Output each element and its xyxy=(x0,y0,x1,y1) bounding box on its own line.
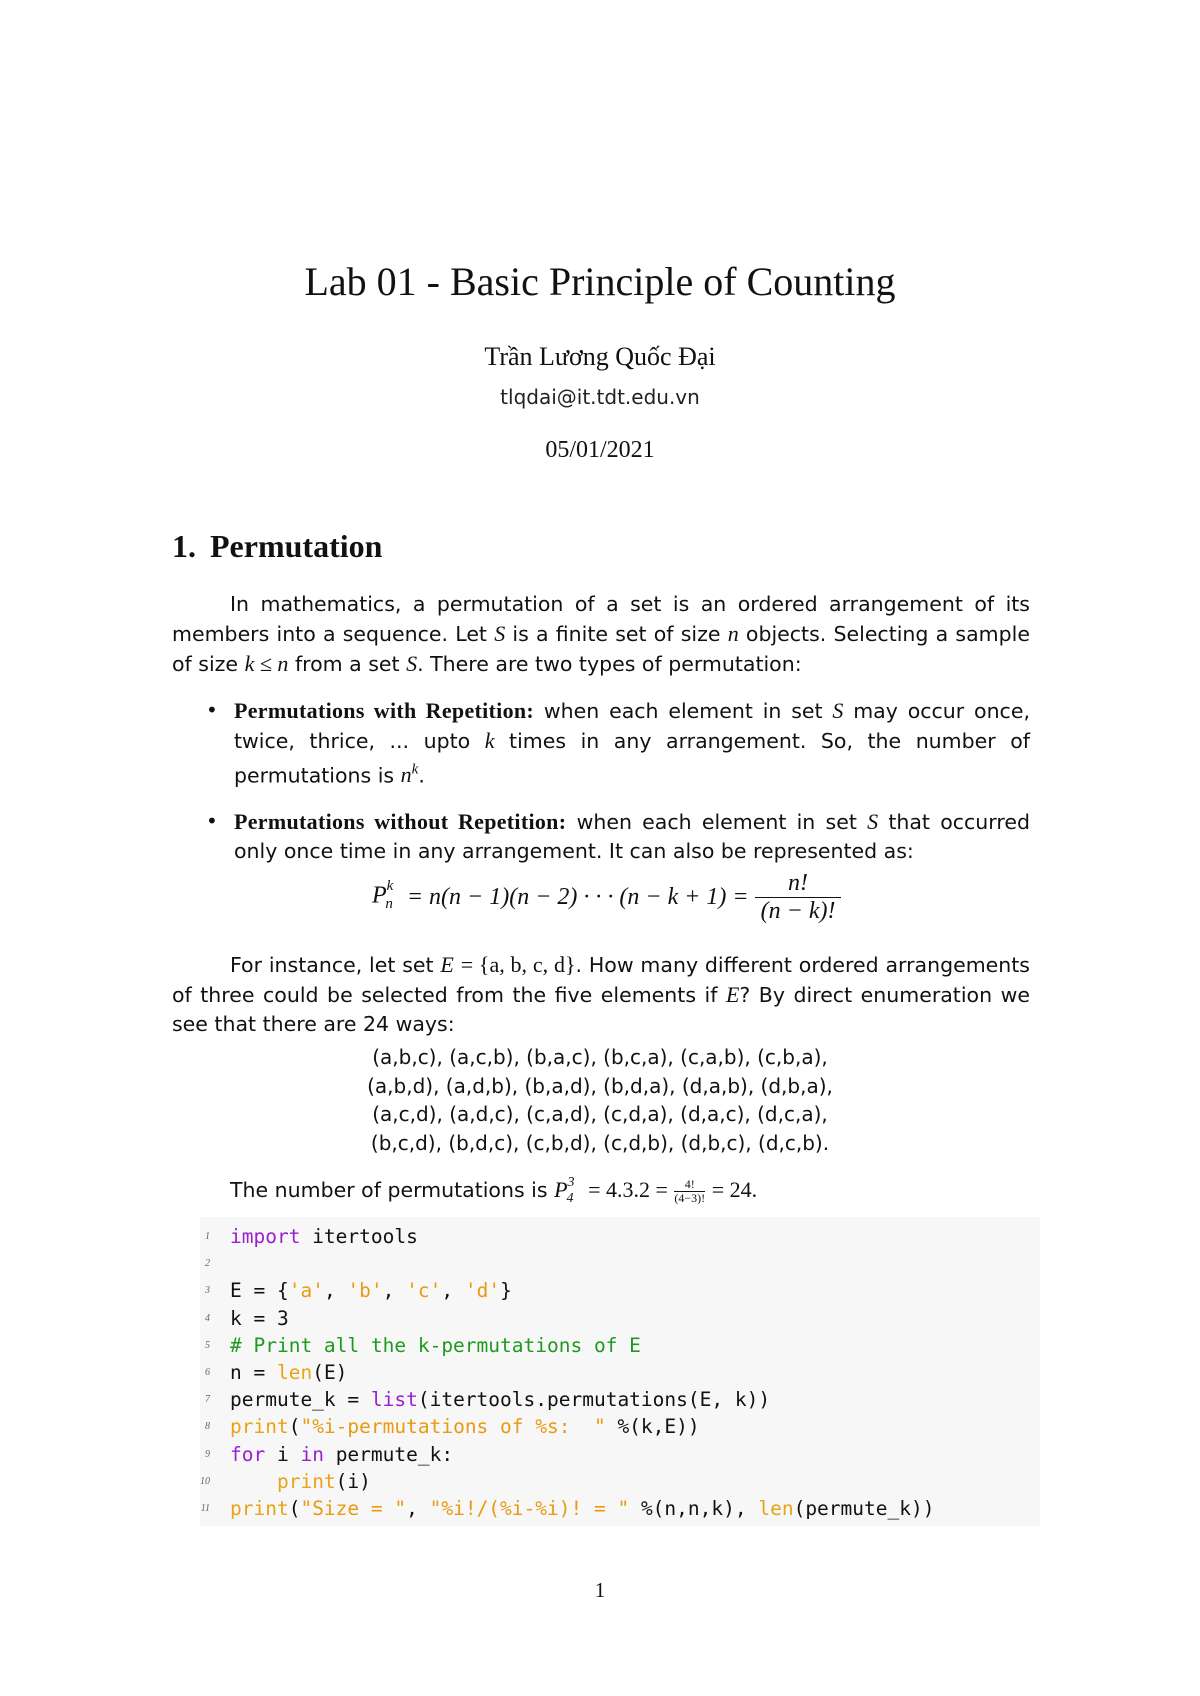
section-number: 1. xyxy=(172,528,196,564)
bullet-text: may occur once, twice, thrice, ... upto xyxy=(234,699,1030,753)
bullet-label: Permutations with Repetition: xyxy=(234,698,535,723)
bullet-text: times in any arrangement. So, the number of permutations is xyxy=(234,729,1030,788)
permutation-row: (b,c,d), (b,d,c), (c,b,d), (c,d,b), (d,b,c), (d,c,b). xyxy=(370,1130,830,1155)
result-equation: = 4.3.2 = xyxy=(588,1177,668,1202)
bullet-label: Permutations without Repetition: xyxy=(234,809,567,835)
author-email: tlqdai@it.tdt.edu.vn xyxy=(500,385,700,409)
math-S: S xyxy=(494,621,506,646)
example-text-3: ? By direct enumeration we see that there are 24 ways: xyxy=(172,983,1030,1036)
bullet-dot-icon: • xyxy=(206,698,218,722)
permutation-row: (a,b,d), (a,d,b), (b,a,d), (b,d,a), (d,a,b), (d,b,a), xyxy=(367,1073,833,1098)
example-text-2: . How many different ordered arrangements of three could be selected from the five elements if xyxy=(172,953,1030,1007)
math-P-4-3: $P^3_4$ xyxy=(554,1174,575,1207)
permutation-row: (a,b,c), (a,c,b), (b,a,c), (b,c,a), (c,a,b), (c,b,a), xyxy=(372,1045,828,1069)
permutation-types-list xyxy=(172,696,1030,866)
intro-text-4: from a set xyxy=(294,652,400,676)
code-line: 8 print("%i-permutations of %s: " %(k,E)) xyxy=(205,1415,700,1439)
code-line: 9 for i in permute_k: xyxy=(205,1442,454,1466)
document-title: Lab 01 - Basic Principle of Counting xyxy=(304,259,896,304)
bullet-text: when each element in set xyxy=(576,810,857,835)
formula-fraction xyxy=(755,870,842,925)
code-line: 7 permute_k = list(itertools.permutations(E, k)) xyxy=(205,1388,771,1412)
fraction-denominator: (n − k)! xyxy=(760,898,836,924)
math-n: n xyxy=(727,621,739,646)
result-value: = 24. xyxy=(711,1177,758,1202)
permutation-enumeration xyxy=(0,1043,1200,1157)
section-heading xyxy=(172,528,382,565)
math-S: S xyxy=(832,698,844,723)
bullet-text: that occurred only once time in any arrangement. It can also be represented as: xyxy=(234,810,1030,864)
formula-lhs: $P^k_n$ xyxy=(372,877,394,913)
math-k-le-n: k ≤ n xyxy=(244,651,289,676)
code-line: 1 import itertools xyxy=(205,1225,418,1248)
math-n-power-k: $n^k$ xyxy=(400,762,419,788)
example-text-1: For instance, let set xyxy=(230,953,434,977)
permutation-result xyxy=(230,1174,758,1207)
permutation-row: (a,c,d), (a,d,c), (c,a,d), (c,d,a), (d,a,c), (d,c,a), xyxy=(372,1102,828,1126)
code-line: 5 # Print all the k-permutations of E xyxy=(205,1333,641,1357)
code-line: 10 print(i) xyxy=(200,1469,371,1493)
intro-paragraph: In mathematics, a permutation of a set is an ordered arrangement of its members into a sequence. Let S is a finite set of size n objects. Selecting a sample of size k ≤ n from a set S. There are two types of permutation: xyxy=(172,592,1030,676)
list-item: • Permutations with Repetition: when each element in set S may occur once, twice, thrice, ... upto k times in any arrangement. So, the number of permutations is $n^k$. xyxy=(206,698,1030,788)
math-S: S xyxy=(406,651,418,676)
permutation-formula xyxy=(372,870,892,940)
code-listing xyxy=(200,1217,1040,1526)
result-fraction xyxy=(674,1178,705,1205)
result-text: The number of permutations is xyxy=(230,1178,548,1202)
bullet-text: when each element in set xyxy=(543,699,823,723)
page-number: 1 xyxy=(594,1578,606,1602)
fraction-denominator: (4−3)! xyxy=(674,1190,706,1205)
intro-text-5: There are two types of permutation: xyxy=(430,652,802,676)
code-line: 2 xyxy=(205,1258,210,1270)
formula-middle: = n(n − 1)(n − 2) · · · (n − k + 1) = xyxy=(406,884,749,910)
code-line: 6 n = len(E) xyxy=(205,1360,348,1384)
bullet-dot-icon: • xyxy=(206,809,218,834)
math-set-E: = {a, b, c, d} xyxy=(460,952,576,977)
intro-text-2: is a finite set of size xyxy=(512,622,721,646)
document-date: 05/01/2021 xyxy=(545,437,655,463)
code-line: 3 E = {'a', 'b', 'c', 'd'} xyxy=(205,1279,512,1303)
math-k: k xyxy=(484,728,495,753)
author-name: Trần Lương Quốc Đại xyxy=(484,342,716,371)
math-E: E xyxy=(725,982,740,1007)
code-line: 4 k = 3 xyxy=(205,1306,289,1330)
intro-text-3: objects. Selecting a sample of size xyxy=(172,622,1030,676)
code-line: 11 print("Size = ", "%i!/(%i-%i)! = " %(n,n,k), len(permute_k)) xyxy=(200,1496,935,1520)
math-S: S xyxy=(867,809,879,835)
fraction-numerator: n! xyxy=(755,870,842,898)
intro-text-1: In mathematics, a permutation of a set is an ordered arrangement of its members into a sequence. Let xyxy=(172,592,1030,646)
section-title: Permutation xyxy=(210,528,383,564)
example-paragraph xyxy=(172,950,1030,1039)
fraction-numerator: 4! xyxy=(674,1178,705,1192)
list-item xyxy=(172,807,1030,866)
math-E: E xyxy=(440,952,454,977)
